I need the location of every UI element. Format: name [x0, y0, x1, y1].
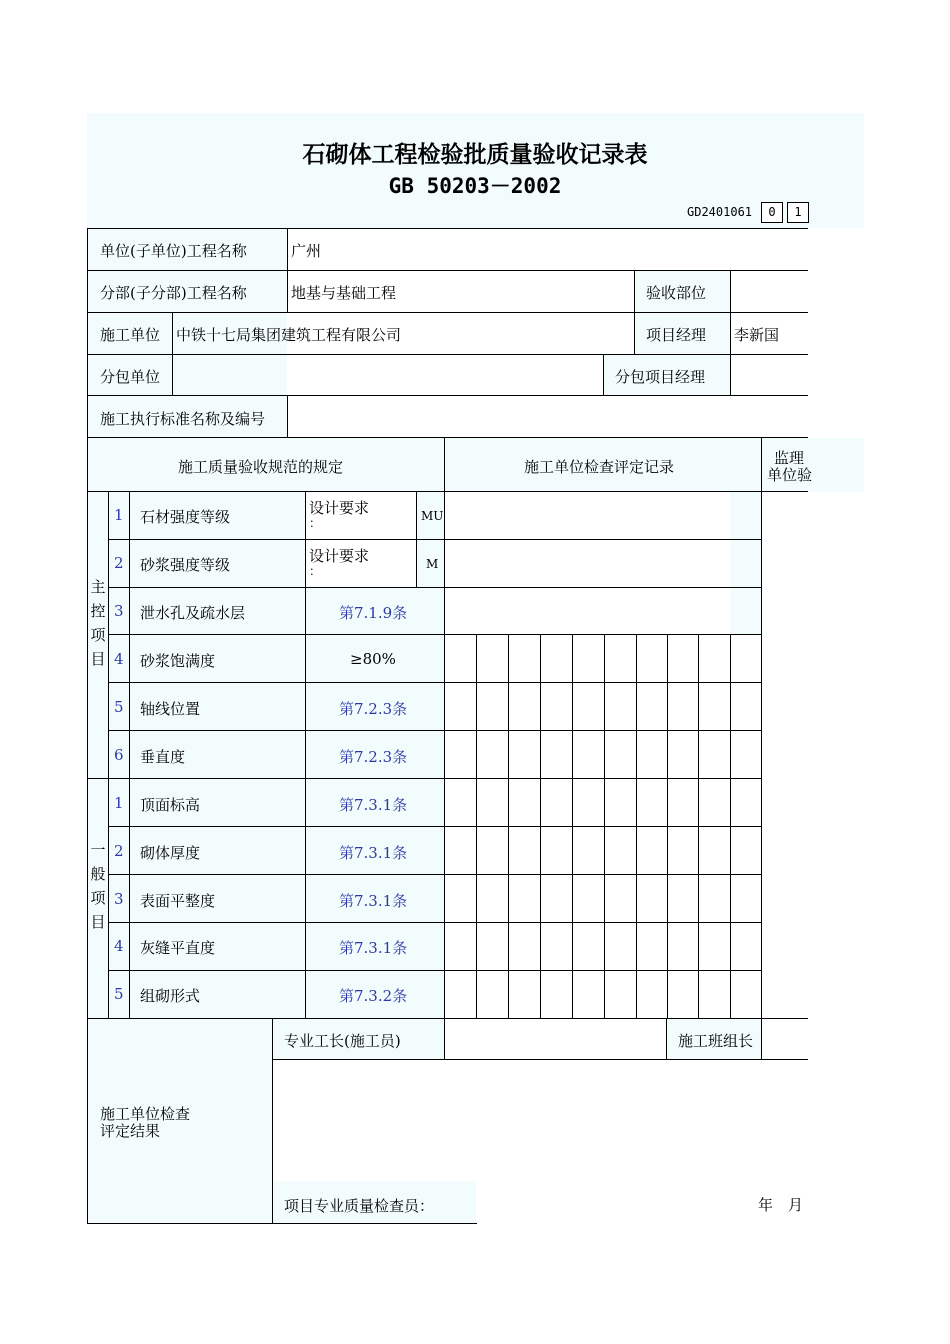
- grid-line: [108, 587, 761, 588]
- grid-line: [634, 270, 635, 354]
- grid-line: [129, 491, 130, 1018]
- record-cell-3[interactable]: [444, 588, 730, 635]
- item-name: 砂浆强度等级: [140, 556, 231, 574]
- item-spec: 第7.2.3条: [339, 700, 408, 718]
- grid-line: [108, 874, 761, 875]
- grid-line: [730, 634, 731, 1018]
- grid-line: [761, 437, 762, 1018]
- item-spec: ≥80%: [350, 650, 396, 668]
- standard-code: GB 50203－2002: [388, 174, 562, 198]
- main-group-char: 项: [90, 626, 106, 644]
- unit-m: M: [426, 557, 439, 571]
- item-no: 3: [114, 602, 124, 620]
- record-header: 施工单位检查评定记录: [524, 458, 675, 476]
- foreman-label: 专业工长(施工员): [284, 1032, 401, 1050]
- supervisor-header-line1: 监理: [774, 449, 805, 467]
- grid-line: [761, 1018, 762, 1059]
- grid-line: [108, 826, 761, 827]
- form-title: 石砌体工程检验批质量验收记录表: [302, 142, 648, 168]
- grid-line: [87, 270, 808, 271]
- design-req-colon: ：: [309, 564, 322, 578]
- form-code-box-1[interactable]: 0: [761, 202, 783, 223]
- item-no: 1: [114, 794, 124, 812]
- grid-line: [636, 634, 637, 1018]
- item-no: 3: [114, 890, 124, 908]
- grid-line: [108, 539, 761, 540]
- grid-line: [540, 634, 541, 1018]
- grid-line: [287, 228, 288, 312]
- item-spec: 第7.3.1条: [339, 796, 408, 814]
- team-leader-label: 施工班组长: [678, 1032, 754, 1050]
- item-spec: 第7.3.1条: [339, 892, 408, 910]
- item-no: 1: [114, 506, 124, 524]
- grid-line: [87, 1223, 477, 1224]
- item-name: 轴线位置: [140, 700, 201, 718]
- grid-line: [305, 491, 306, 1018]
- grid-line: [172, 312, 173, 395]
- sub-name-label: 分部(子分部)工程名称: [100, 284, 247, 302]
- record-cell-2[interactable]: [444, 540, 730, 587]
- spec-header: 施工质量验收规范的规定: [178, 458, 344, 476]
- grid-line: [108, 970, 761, 971]
- grid-line: [108, 634, 761, 635]
- item-spec: 第7.3.1条: [339, 844, 408, 862]
- item-no: 4: [114, 937, 124, 955]
- design-req-label: 设计要求: [309, 547, 370, 565]
- standard-label: 施工执行标准名称及编号: [100, 410, 266, 428]
- item-spec: 第7.3.2条: [339, 987, 408, 1005]
- item-spec: 第7.3.1条: [339, 939, 408, 957]
- grid-line: [87, 354, 808, 355]
- item-no: 5: [114, 985, 124, 1003]
- main-group-char: 目: [90, 650, 106, 668]
- grid-line: [87, 491, 808, 492]
- grid-line: [416, 491, 417, 587]
- form-code: GD2401061: [687, 205, 753, 219]
- sub-name-value[interactable]: 地基与基础工程: [291, 284, 397, 302]
- grid-line: [287, 395, 288, 437]
- record-cell-1[interactable]: [444, 492, 730, 539]
- grid-line: [87, 228, 88, 1224]
- pm-value[interactable]: 李新国: [734, 326, 780, 344]
- grid-line: [108, 730, 761, 731]
- item-name: 灰缝平直度: [140, 939, 216, 957]
- grid-line: [87, 312, 808, 313]
- grid-line: [108, 922, 761, 923]
- item-name: 砂浆饱满度: [140, 652, 216, 670]
- grid-line: [698, 634, 699, 1018]
- item-name: 表面平整度: [140, 892, 216, 910]
- item-name: 组砌形式: [140, 987, 201, 1005]
- grid-line: [476, 634, 477, 1018]
- grid-line: [508, 634, 509, 1018]
- grid-line: [87, 228, 808, 229]
- grid-line: [272, 1059, 808, 1060]
- form-code-box-2[interactable]: 1: [787, 202, 809, 223]
- grid-line: [666, 1018, 667, 1059]
- grid-line: [444, 1018, 445, 1059]
- grid-line: [108, 491, 109, 1018]
- item-name: 石材强度等级: [140, 508, 231, 526]
- item-no: 5: [114, 698, 124, 716]
- unit-name-label: 单位(子单位)工程名称: [100, 242, 247, 260]
- grid-line: [604, 634, 605, 1018]
- inspector-label: 项目专业质量检查员：: [284, 1197, 435, 1215]
- general-group-char: 项: [90, 889, 106, 907]
- design-req-label: 设计要求: [309, 499, 370, 517]
- item-no: 2: [114, 554, 124, 572]
- item-name: 砌体厚度: [140, 844, 201, 862]
- main-group-char: 主: [90, 578, 106, 596]
- design-req-colon: ：: [309, 516, 322, 530]
- general-group-char: 般: [90, 865, 106, 883]
- item-no: 2: [114, 842, 124, 860]
- general-group-char: 一: [90, 841, 106, 859]
- result-label-line2: 评定结果: [100, 1122, 161, 1140]
- contractor-value[interactable]: 中铁十七局集团建筑工程有限公司: [176, 326, 402, 344]
- sub-pm-label: 分包项目经理: [615, 368, 706, 386]
- item-name: 垂直度: [140, 748, 186, 766]
- grid-line: [444, 437, 445, 1018]
- item-name: 顶面标高: [140, 796, 201, 814]
- item-spec: 第7.1.9条: [339, 604, 408, 622]
- pm-label: 项目经理: [646, 326, 707, 344]
- grid-line: [87, 395, 808, 396]
- contractor-label: 施工单位: [100, 326, 161, 344]
- grid-line: [87, 1018, 808, 1019]
- grid-line: [730, 270, 731, 395]
- grid-line: [108, 682, 761, 683]
- grid-line: [667, 634, 668, 1018]
- date-label: 年 月: [758, 1196, 804, 1214]
- unit-mu: MU: [421, 509, 444, 523]
- grid-line: [603, 354, 604, 395]
- supervisor-header-line2: 单位验: [767, 466, 813, 484]
- general-group-char: 目: [90, 913, 106, 931]
- subcontractor-label: 分包单位: [100, 368, 161, 386]
- result-label-line1: 施工单位检查: [100, 1105, 191, 1123]
- grid-line: [87, 437, 808, 438]
- accept-part-label: 验收部位: [646, 284, 707, 302]
- grid-line: [87, 778, 761, 779]
- item-no: 6: [114, 746, 124, 764]
- main-group-char: 控: [90, 602, 106, 620]
- item-no: 4: [114, 650, 124, 668]
- unit-name-value[interactable]: 广州: [291, 242, 322, 260]
- item-name: 泄水孔及疏水层: [140, 604, 246, 622]
- grid-line: [272, 1018, 273, 1224]
- grid-line: [572, 634, 573, 1018]
- item-spec: 第7.2.3条: [339, 748, 408, 766]
